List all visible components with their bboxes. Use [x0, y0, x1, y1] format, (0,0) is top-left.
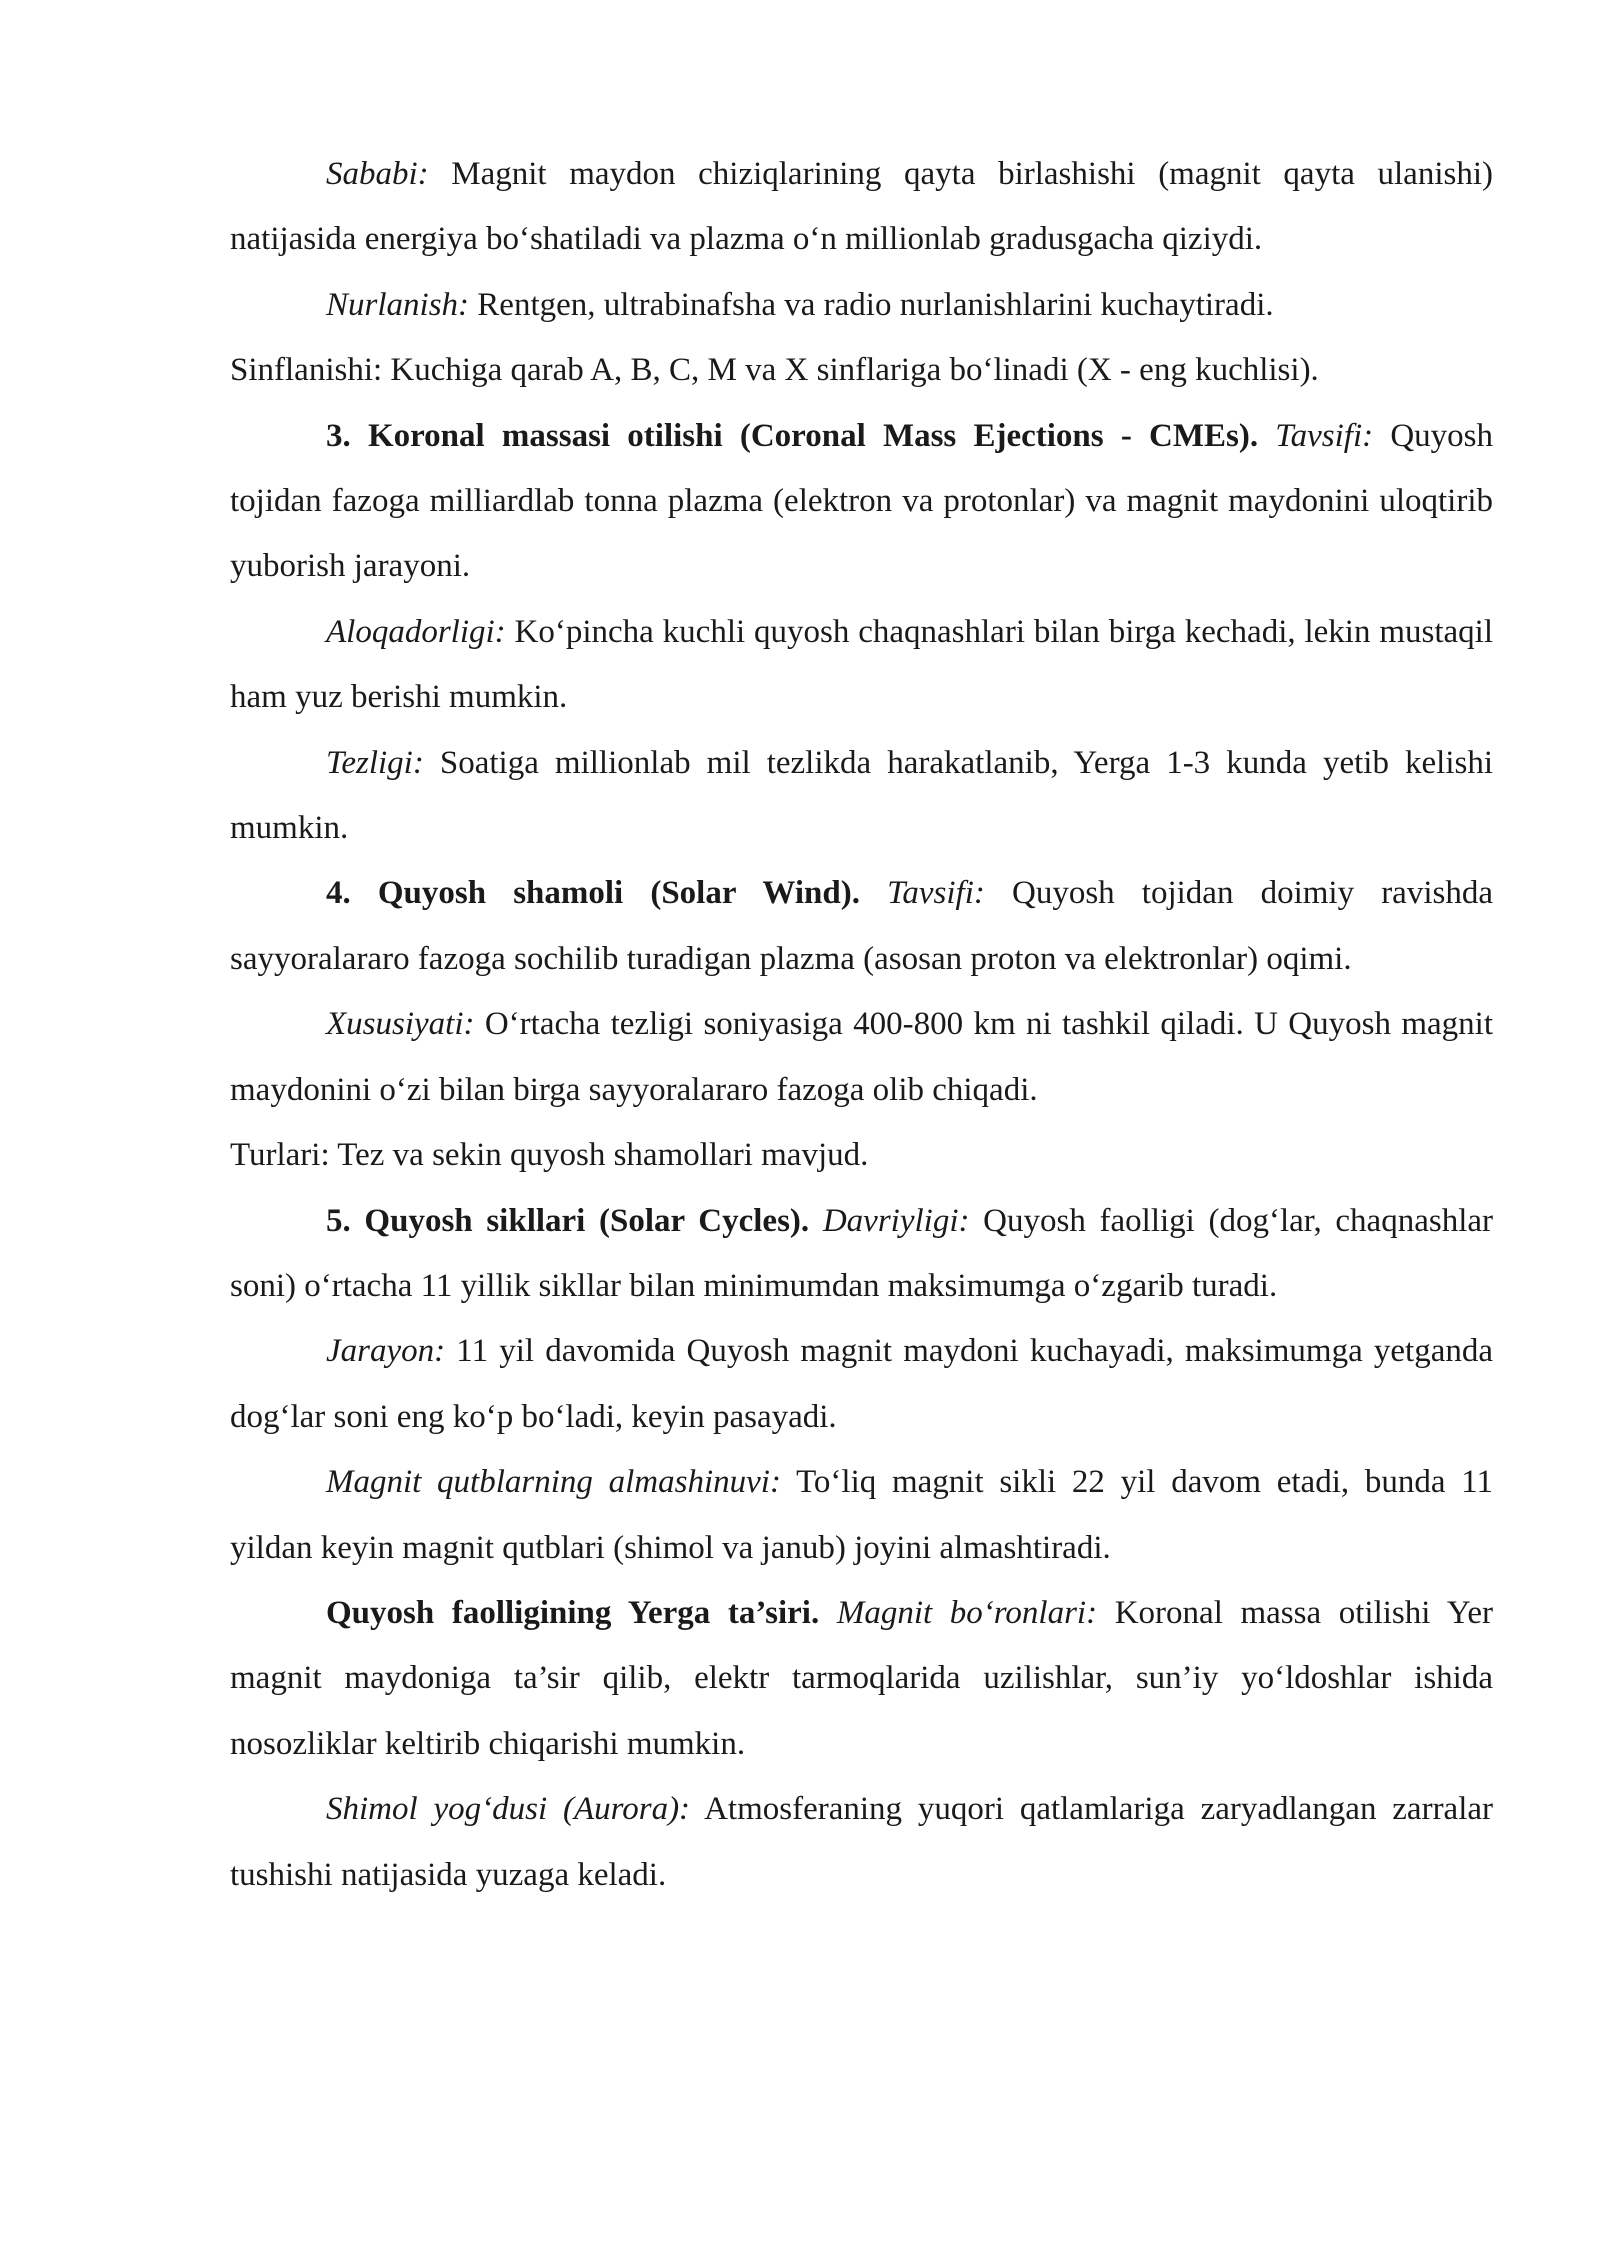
- document-page: [230, 142, 1493, 1908]
- paragraph-text: Quyosh faolligi (dog‘lar, chaqnashlar soni) o‘rtacha 11 yillik sikllar bilan minimumdan maksimumga o‘zgarib turadi.: [230, 1202, 1493, 1304]
- paragraph-nurlanish: [230, 273, 1493, 338]
- paragraph-label: Xususiyati:: [326, 1006, 475, 1043]
- paragraph-text: 11 yil davomida Quyosh magnit maydoni kuchayadi, maksimumga yetganda dog‘lar soni eng ko‘p bo‘ladi, keyin pasayadi.: [230, 1333, 1493, 1435]
- paragraph-text: Quyosh tojidan fazoga milliardlab tonna plazma (elektron va protonlar) va magnit maydonini uloqtirib yuborish jarayoni.: [230, 417, 1493, 585]
- paragraph-text: Ko‘pincha kuchli quyosh chaqnashlari bilan birga kechadi, lekin mustaqil ham yuz berishi mumkin.: [230, 613, 1493, 716]
- paragraph-text: Atmosferaning yuqori qatlamlariga zaryadlangan zarralar tushishi natijasida yuzaga keladi.: [230, 1791, 1494, 1893]
- paragraph-label: Sababi:: [326, 156, 429, 192]
- paragraph-text: Sinflanishi: Kuchiga qarab A, B, C, M va X sinflariga bo‘linadi (X - eng kuchlisi).: [230, 352, 1319, 389]
- paragraph-label: Aloqadorligi:: [326, 613, 506, 650]
- section-3-cme: [230, 404, 1493, 600]
- paragraph-label: Davriyligi:: [822, 1202, 970, 1239]
- section-heading: Quyosh faolligining Yerga ta’siri.: [326, 1594, 820, 1631]
- section-heading: 4. Quyosh shamoli (Solar Wind).: [326, 875, 860, 912]
- paragraph-text: Turlari: Tez va sekin quyosh shamollari mavjud.: [230, 1137, 869, 1174]
- paragraph-aloqadorligi: [230, 600, 1493, 731]
- paragraph-jarayon: [230, 1319, 1493, 1450]
- paragraph-magnit-qutblar: [230, 1450, 1493, 1581]
- paragraph-label: Magnit bo‘ronlari:: [836, 1594, 1098, 1631]
- paragraph-turlari: [230, 1123, 1493, 1188]
- section-4-solar-wind: [230, 861, 1493, 992]
- paragraph-text: O‘rtacha tezligi soniyasiga 400-800 km ni tashkil qiladi. U Quyosh magnit maydonini o‘zi bilan birga sayyoralararo fazoga olib chiqadi.: [230, 1006, 1493, 1108]
- paragraph-label: Tavsifi:: [1275, 417, 1374, 454]
- paragraph-text: Koronal massa otilishi Yer magnit maydoniga ta’sir qilib, elektr tarmoqlarida uzilishlar, sun’iy yo‘ldoshlar ishida nosozliklar keltirib chiqarishi mumkin.: [230, 1594, 1494, 1762]
- section-heading: 5. Quyosh sikllari (Solar Cycles).: [326, 1202, 810, 1239]
- paragraph-xususiyati: [230, 992, 1493, 1123]
- section-heading: 3. Koronal massasi otilishi (Coronal Mass Ejections - CMEs).: [326, 417, 1259, 454]
- section-earth-impact: [230, 1581, 1493, 1777]
- paragraph-label: Nurlanish:: [326, 286, 470, 323]
- paragraph-text: Quyosh tojidan doimiy ravishda sayyoralararo fazoga sochilib turadigan plazma (asosan proton va elektronlar) oqimi.: [230, 875, 1493, 977]
- paragraph-label: Shimol yog‘dusi (Aurora):: [326, 1791, 691, 1828]
- paragraph-sinflanishi: [230, 338, 1493, 403]
- paragraph-label: Tezligi:: [326, 744, 424, 781]
- section-5-solar-cycles: [230, 1189, 1493, 1320]
- paragraph-aurora: [230, 1777, 1493, 1908]
- paragraph-tezligi: [230, 731, 1493, 862]
- paragraph-text: Rentgen, ultrabinafsha va radio nurlanishlarini kuchaytiradi.: [469, 286, 1274, 323]
- paragraph-text: Soatiga millionlab mil tezlikda harakatlanib, Yerga 1-3 kunda yetib kelishi mumkin.: [230, 744, 1493, 847]
- paragraph-sababi: [230, 142, 1493, 273]
- paragraph-label: Tavsifi:: [887, 875, 985, 912]
- paragraph-text: To‘liq magnit sikli 22 yil davom etadi, bunda 11 yildan keyin magnit qutblari (shimol va janub) joyini almashtiradi.: [230, 1464, 1493, 1566]
- paragraph-label: Magnit qutblarning almashinuvi:: [326, 1464, 781, 1501]
- paragraph-label: Jarayon:: [326, 1333, 446, 1370]
- paragraph-text: Magnit maydon chiziqlarining qayta birlashishi (magnit qayta ulanishi) natijasida energiya bo‘shatiladi va plazma o‘n millionlab gradusgacha qiziydi.: [230, 156, 1493, 258]
